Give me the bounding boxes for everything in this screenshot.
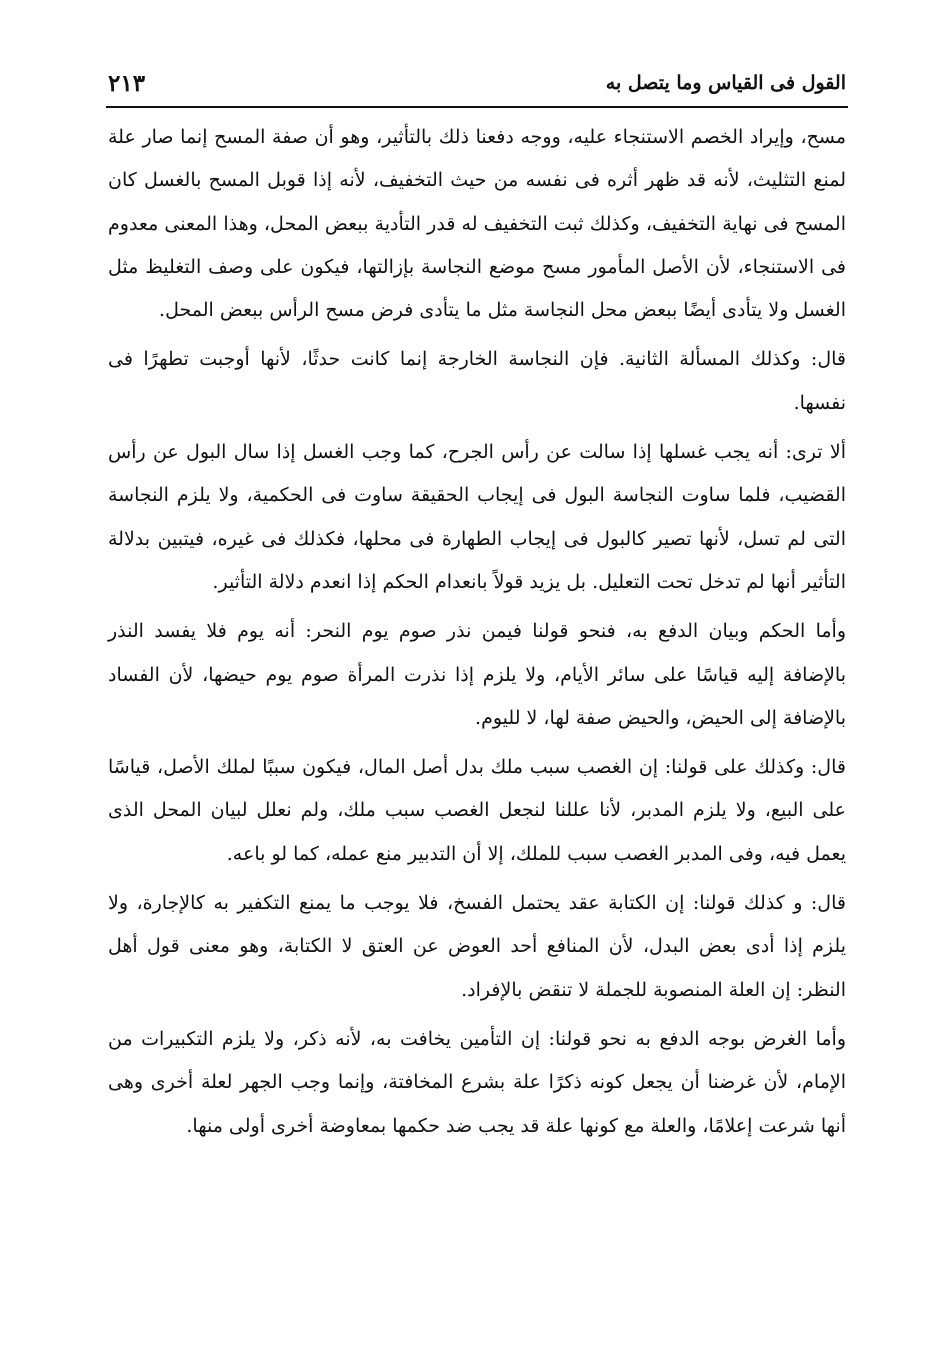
- paragraph-4: وأما الحكم وبيان الدفع به، فنحو قولنا فيمن نذر صوم يوم النحر: أنه يوم فلا يفسد النذر بالإضافة إليه قياسًا على سائر الأيام، ولا يلزم إذا نذرت المرأة صوم يوم حيضها، لأن الفساد بالإضافة إلى الحيض، والحيض صفة لها، لا لليوم.: [108, 620, 846, 729]
- paragraph-5: قال: وكذلك على قولنا: إن الغصب سبب ملك بدل أصل المال، فيكون سببًا لملك الأصل، قياسًا على البيع، ولا يلزم المدبر، لأنا عللنا لنجعل الغصب سبب ملك، ولم نعلل لبيان المحل الذى يعمل فيه، وفى المدبر الغصب سبب للملك، إلا أن التدبير منع عمله، كما لو باعه.: [108, 756, 846, 865]
- paragraph-1: مسح، وإيراد الخصم الاستنجاء عليه، ووجه دفعنا ذلك بالتأثير، وهو أن صفة المسح إنما صار علة لمنع التثليث، لأنه قد ظهر أثره فى نفسه من حيث التخفيف، لأنه إذا قوبل المسح بالغسل كان المسح فى نهاية التخفيف، وكذلك ثبت التخفيف له قدر التأدية ببعض المحل، وهذا المعنى معدوم فى الاستنجاء، لأن الأصل المأمور مسح موضع النجاسة بإزالتها، فيكون على وصف التغليظ مثل الغسل ولا يتأدى أيضًا ببعض محل النجاسة مثل ما يتأدى فرض مسح الرأس ببعض المحل.: [108, 126, 846, 322]
- page-number: ٢١٣: [108, 69, 146, 97]
- paragraph-2: قال: وكذلك المسألة الثانية. فإن النجاسة الخارجة إنما كانت حدثًا، لأنها أوجبت تطهرًا فى نفسها.: [108, 348, 846, 414]
- body-text: [108, 116, 846, 1154]
- paragraph-3: ألا ترى: أنه يجب غسلها إذا سالت عن رأس الجرح، كما وجب الغسل إذا سال البول عن رأس القضيب، فلما ساوت النجاسة البول فى إيجاب الحقيقة ساوت فى الحكمية، ولا يلزم النجاسة التى لم تسل، لأنها تصير كالبول فى إيجاب الطهارة فى محلها، فكذلك فى غيره، فيتبين بدلالة التأثير أنها لم تدخل تحت التعليل. بل يزيد قولاً بانعدام الحكم إذا انعدم دلالة التأثير.: [108, 441, 846, 593]
- header-rule: [106, 106, 848, 108]
- paragraph-6: قال: و كذلك قولنا: إن الكتابة عقد يحتمل الفسخ، فلا يوجب ما يمنع التكفير به كالإجارة، ولا يلزم إذا أدى بعض البدل، لأن المنافع أحد العوض عن العتق لا الكتابة، وهو معنى قول أهل النظر: إن العلة المنصوبة للجملة لا تنقض بالإفراد.: [108, 892, 846, 1001]
- paragraph-7: وأما الغرض بوجه الدفع به نحو قولنا: إن التأمين يخافت به، لأنه ذكر، ولا يلزم التكبيرات من الإمام، لأن غرضنا أن يجعل كونه ذكرًا علة بشرع المخافتة، وإنما وجب الجهر لعلة أخرى وهى أنها شرعت إعلامًا، والعلة مع كونها علة قد يجب ضد حكمها بمعاوضة أخرى أولى منها.: [108, 1027, 846, 1137]
- running-title: القول فى القياس وما يتصل به: [605, 72, 846, 94]
- page-header: [108, 66, 846, 100]
